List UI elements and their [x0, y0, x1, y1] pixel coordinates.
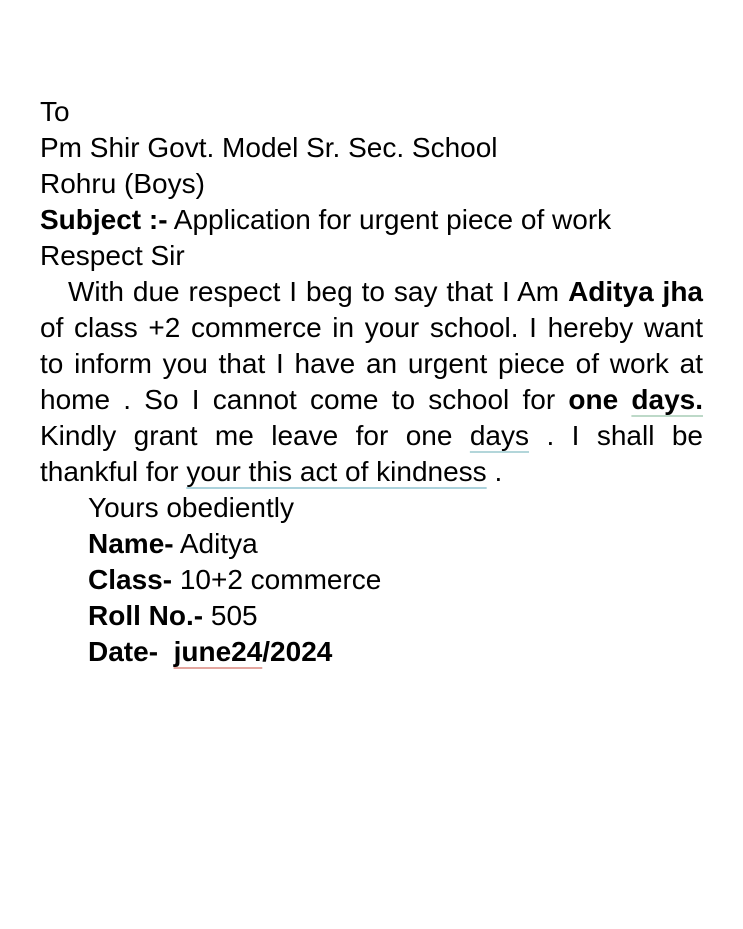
closing-roll-line — [40, 598, 703, 634]
body-line-6-text: thankful for — [40, 456, 187, 487]
closing-class-line — [40, 562, 703, 598]
body-line-2 — [40, 310, 703, 346]
class-value: 10+2 commerce — [172, 564, 382, 595]
student-name-bold: Aditya jha — [568, 276, 704, 307]
body-line-5 — [40, 418, 703, 454]
class-label: Class- — [88, 564, 173, 595]
body-line-6 — [40, 454, 703, 490]
body-line-5-text: Kindly grant me leave for one — [40, 420, 470, 451]
body-line-1 — [40, 274, 703, 310]
body-line-5-tail: . I shall be — [529, 420, 704, 451]
closing-yours-line: Yours obediently — [88, 492, 295, 523]
roll-value: 505 — [203, 600, 258, 631]
body-line-3-text: to inform you that I have an urgent piece of work at — [40, 348, 703, 379]
body-line-6-tail: . — [486, 456, 503, 487]
subject-line — [40, 202, 703, 238]
body-line-1-text: With due respect I beg to say that I Am — [68, 276, 569, 307]
kindness-grammar-underline: your this act of kindness — [186, 456, 487, 487]
closing-name-line — [40, 526, 703, 562]
body-line-2-text: of class +2 commerce in your school. I hereby want — [40, 312, 703, 343]
subject-text: Application for urgent piece of work — [167, 204, 612, 235]
date-label: Date- — [88, 636, 174, 667]
name-label: Name- — [88, 528, 174, 559]
one-days-bold: one — [568, 384, 632, 415]
recipient-school-line: Pm Shir Govt. Model Sr. Sec. School — [40, 132, 498, 163]
body-line-3 — [40, 346, 703, 382]
body-line-4 — [40, 382, 703, 418]
name-value: Aditya — [173, 528, 258, 559]
days-grammar-underline: days. — [631, 384, 703, 415]
subject-label: Subject :- — [40, 204, 168, 235]
date-spellcheck-underline: june24 — [173, 636, 263, 667]
closing-date-line — [40, 634, 703, 670]
body-line-4-text: home . So I cannot come to school for — [40, 384, 569, 415]
salutation-line: Respect Sir — [40, 240, 185, 271]
days-grammar-underline-2: days — [469, 420, 530, 451]
recipient-to-line: To — [40, 96, 70, 127]
roll-label: Roll No.- — [88, 600, 204, 631]
recipient-place-line: Rohru (Boys) — [40, 168, 205, 199]
date-rest: /2024 — [262, 636, 333, 667]
